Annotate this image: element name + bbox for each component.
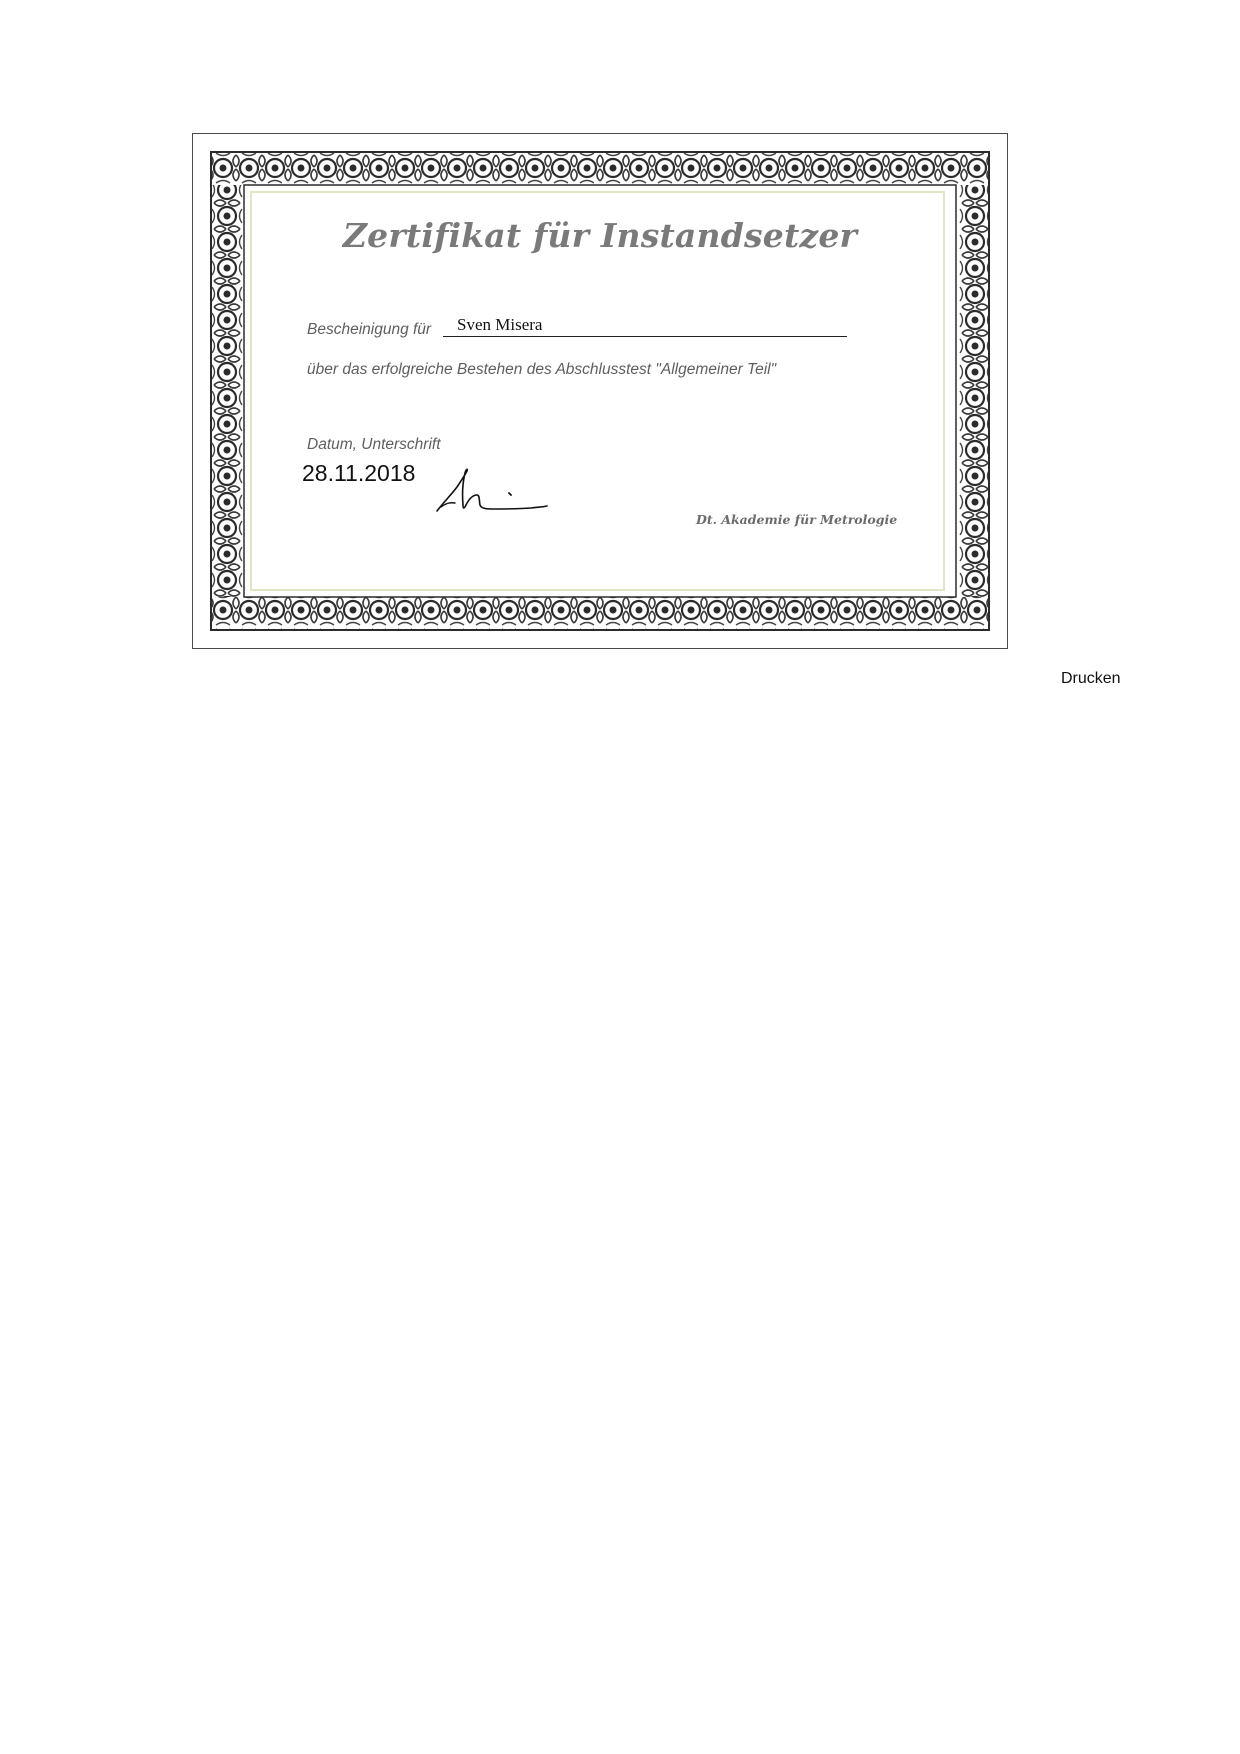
issue-date: 28.11.2018: [302, 460, 416, 486]
signature: [433, 459, 553, 519]
date-signature-label: Datum, Unterschrift: [307, 436, 441, 453]
achievement-text: über das erfolgreiche Bestehen des Abschlusstest "Allgemeiner Teil": [307, 361, 777, 378]
recipient-underline: [443, 336, 847, 337]
certificate-title: Zertifikat für Instandsetzer: [342, 216, 858, 255]
certificate: [192, 133, 1008, 649]
recipient-name: Sven Misera: [457, 315, 543, 334]
recipient-prefix-label: Bescheinigung für: [307, 321, 432, 338]
issuer-name: Dt. Akademie für Metrologie: [696, 512, 898, 527]
print-button[interactable]: Drucken: [1061, 670, 1121, 687]
